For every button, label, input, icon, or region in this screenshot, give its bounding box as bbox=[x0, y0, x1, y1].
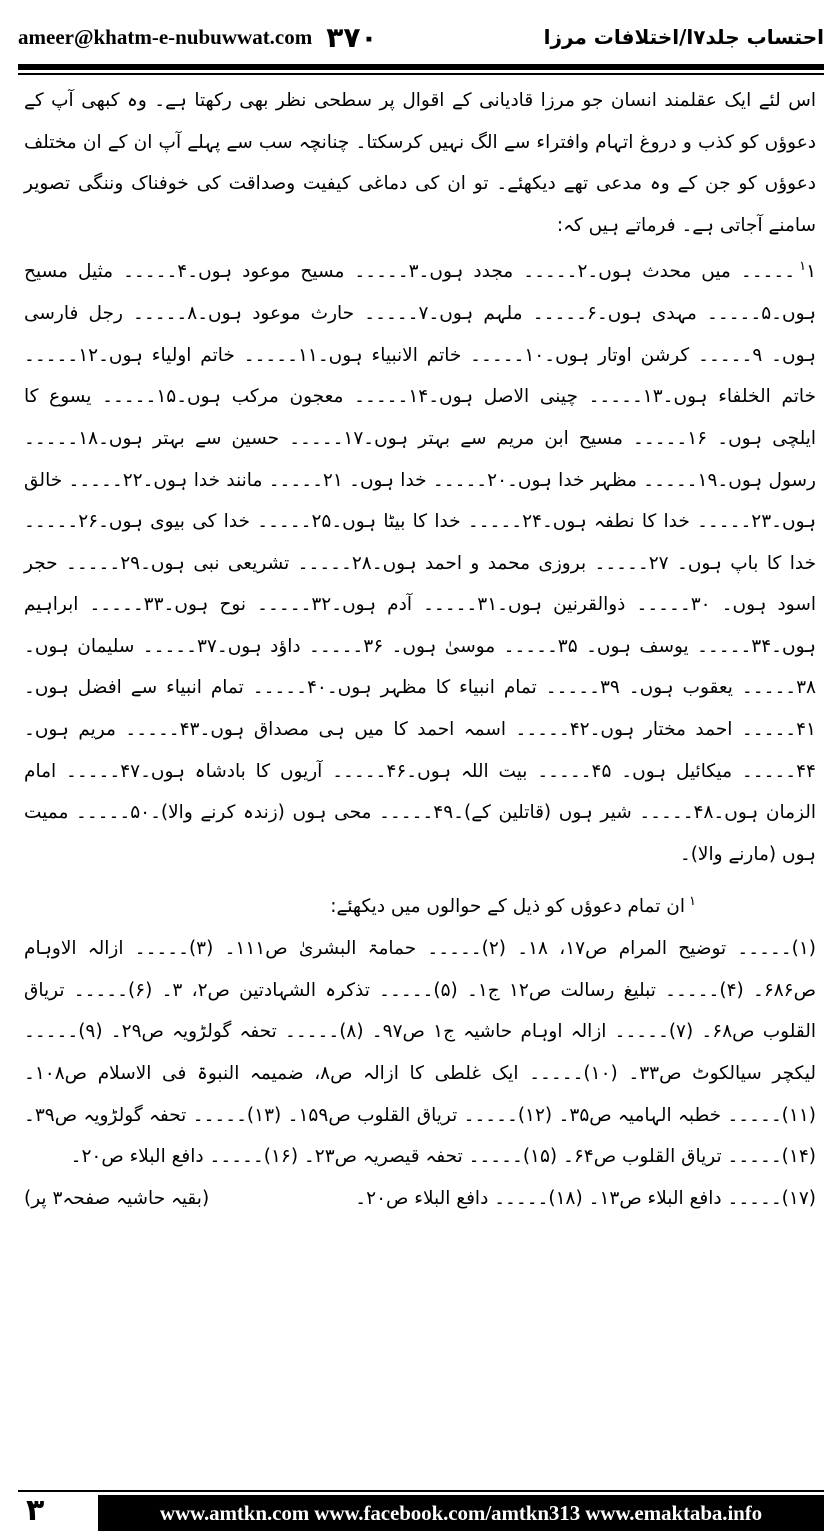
page-header bbox=[18, 14, 824, 60]
footnote-marker: ۱ bbox=[799, 259, 807, 275]
header-page-number: ۳۷۰ bbox=[326, 20, 378, 54]
footer-bar bbox=[98, 1495, 824, 1531]
header-rule-thin bbox=[18, 73, 824, 75]
header-rule bbox=[18, 64, 824, 70]
continuation-note: (بقیہ حاشیہ صفحہ۳ پر) bbox=[24, 1187, 210, 1209]
references-last: (۱۷)۔۔۔۔۔ دافع البلاء ص۱۳۔ (۱۸)۔۔۔۔۔ دافع البلاء ص۲۰۔ bbox=[355, 1187, 816, 1209]
footer-links[interactable]: www.amtkn.com www.facebook.com/amtkn313 www.emaktaba.info bbox=[159, 1500, 763, 1525]
intro-paragraph: اس لئے ایک عقلمند انسان جو مرزا قادیانی کے اقوال پر سطحی نظر بھی رکھتا ہے۔ وہ کبھی آپ کے دعوؤں کو کذب و دروغ اتہام وافتراء سے الگ نہیں کرسکتا۔ چنانچہ سب سے پہلے آپ ان کے ان مختلف دعوؤں کو جن کے وہ مدعی تھے دیکھئے۔ تو ان کی دماغی کیفیت وصداقت کی خوفناک وننگی تصویر سامنے آجاتی ہے۔ فرماتے ہیں کہ: bbox=[24, 90, 816, 236]
body-text bbox=[24, 80, 816, 1219]
header-book-title: احتساب جلد۷ا/اختلافات مرزا bbox=[543, 25, 824, 49]
header-email[interactable]: ameer@khatm-e-nubuwwat.com bbox=[18, 24, 313, 49]
references-last-line bbox=[24, 1178, 816, 1220]
header-left bbox=[18, 21, 378, 54]
footer-page-number: ۳ bbox=[26, 1492, 45, 1528]
claims-text: ۱۔۔۔۔۔ میں محدث ہوں۔۲۔۔۔۔۔ مجدد ہوں۔۳۔۔۔۔۔ مسیح موعود ہوں۔۴۔۔۔۔۔ مثیل مسیح ہوں۔۵۔۔۔۔۔ مہدی ہوں۔۶۔۔۔۔۔ ملہم ہوں۔۷۔۔۔۔۔ حارث موعود ہوں۔۸۔۔۔۔۔ رجل فارسی ہوں۔ ۹۔۔۔۔۔ کرشن اوتار ہوں۔۱۰۔۔۔۔۔ خاتم الانبیاء ہوں۔۱۱۔۔۔۔۔ خاتم اولیاء ہوں۔۱۲۔۔۔۔۔ خاتم الخلفاء ہوں۔۱۳۔۔۔۔۔ چینی الاصل ہوں۔۱۴۔۔۔۔۔ معجون مرکب ہوں۔۱۵۔۔۔۔۔ یسوع کا ایلچی ہوں۔ ۱۶۔۔۔۔۔ مسیح ابن مریم سے بہتر ہوں۔۱۷۔۔۔۔۔ حسین سے بہتر ہوں۔۱۸۔۔۔۔۔ رسول ہوں۔۱۹۔۔۔۔۔ مظہر خدا ہوں۔۲۰۔۔۔۔۔ خدا ہوں۔ ۲۱۔۔۔۔۔ مانند خدا ہوں۔۲۲۔۔۔۔۔ خالق ہوں۔۲۳۔۔۔۔۔ خدا کا نطفہ ہوں۔۲۴۔۔۔۔۔ خدا کا بیٹا ہوں۔۲۵۔۔۔۔۔ خدا کی بیوی ہوں۔۲۶۔۔۔۔۔ خدا کا باپ ہوں۔ ۲۷۔۔۔۔۔ بروزی محمد و احمد ہوں۔۲۸۔۔۔۔۔ تشریعی نبی ہوں۔۲۹۔۔۔۔۔ حجر اسود ہوں۔ ۳۰۔۔۔۔۔ ذوالقرنین ہوں۔۳۱۔۔۔۔۔ آدم ہوں۔۳۲۔۔۔۔۔ نوح ہوں۔۳۳۔۔۔۔۔ ابراہیم ہوں۔۳۴۔۔۔۔۔ یوسف ہوں۔ ۳۵۔۔۔۔۔ موسیٰ ہوں۔ ۳۶۔۔۔۔۔ داؤد ہوں۔۳۷۔۔۔۔۔ سلیمان ہوں۔ ۳۸۔۔۔۔۔ یعقوب ہوں۔ ۳۹۔۔۔۔۔ تمام انبیاء کا مظہر ہوں۔۴۰۔۔۔۔۔ تمام انبیاء سے افضل ہوں۔۴۱۔۔۔۔۔ احمد مختار ہوں۔۴۲۔۔۔۔۔ اسمہ احمد کا میں ہی مصداق ہوں۔۴۳۔۔۔۔۔ مریم ہوں۔۴۴۔۔۔۔۔ میکائیل ہوں۔ ۴۵۔۔۔۔۔ بیت اللہ ہوں۔۴۶۔۔۔۔۔ آریوں کا بادشاہ ہوں۔۴۷۔۔۔۔۔ امام الزمان ہوں۔۴۸۔۔۔۔۔ شیر ہوں (قاتلین کے)۔۴۹۔۔۔۔۔ محی ہوں (زندہ کرنے والا)۔۵۰۔۔۔۔۔ ممیت ہوں (مارنے والا)۔ bbox=[24, 261, 817, 865]
footer-rule bbox=[18, 1490, 824, 1492]
references-text: (۱)۔۔۔۔۔ توضیح المرام ص۱۷، ۱۸۔ (۲)۔۔۔۔۔ حمامۃ البشریٰ ص۱۱۱۔ (۳)۔۔۔۔۔ ازالہ الاوہام ص۶۸۶۔ (۴)۔۔۔۔۔ تبلیغ رسالت ص۱۲ ج۱۔ (۵)۔۔۔۔۔ تذکرہ الشہادتین ص۲، ۳۔ (۶)۔۔۔۔۔ تریاق القلوب ص۶۸۔ (۷)۔۔۔۔۔ ازالہ اوہام حاشیہ ج۱ ص۹۷۔ (۸)۔۔۔۔۔ تحفہ گولڑویہ ص۲۹۔ (۹)۔۔۔۔۔ لیکچر سیالکوٹ ص۳۳۔ (۱۰)۔۔۔۔۔ ایک غلطی کا ازالہ ص۸، ضمیمہ النبوۃ فی الاسلام ص۱۰۸۔ (۱۱)۔۔۔۔۔ خطبہ الہامیہ ص۳۵۔ (۱۲)۔۔۔۔۔ تریاق القلوب ص۱۵۹۔ (۱۳)۔۔۔۔۔ تحفہ گولڑویہ ص۳۹۔ (۱۴)۔۔۔۔۔ تریاق القلوب ص۶۴۔ (۱۵)۔۔۔۔۔ تحفہ قیصریہ ص۲۳۔ (۱۶)۔۔۔۔۔ دافع البلاء ص۲۰۔ bbox=[24, 938, 816, 1168]
footnote-marker-2: ۱ bbox=[689, 894, 696, 910]
references bbox=[24, 928, 816, 1219]
footer-page-box bbox=[18, 1486, 96, 1534]
claims-list bbox=[24, 246, 816, 875]
refs-heading bbox=[24, 881, 816, 928]
refs-heading-text: ان تمام دعوؤں کو ذیل کے حوالوں میں دیکھئے: bbox=[330, 896, 686, 918]
